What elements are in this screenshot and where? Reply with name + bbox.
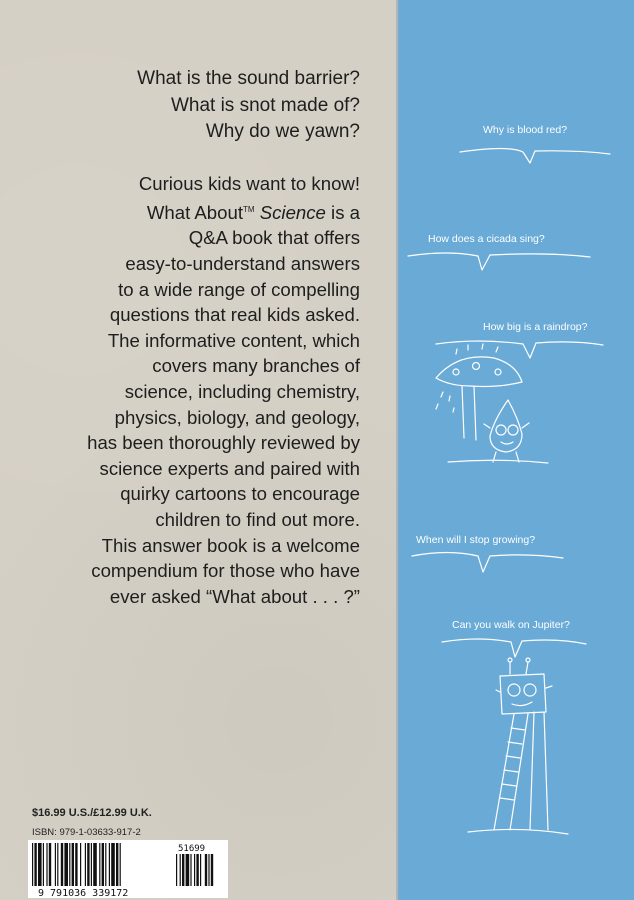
barcode-bar	[91, 843, 92, 886]
barcode-bar	[38, 843, 42, 886]
barcode-bar	[46, 843, 47, 886]
barcode-addon-bar	[186, 854, 190, 886]
blurb-line: children to find out more.	[155, 508, 360, 530]
barcode-bar	[80, 843, 81, 886]
barcode-bar	[87, 843, 89, 886]
isbn-barcode	[28, 840, 228, 898]
teaser-question-1: What is the sound barrier?	[137, 68, 360, 89]
barcode-bar	[120, 843, 121, 886]
barcode-addon-bar	[182, 854, 184, 886]
barcode-bar	[93, 843, 97, 886]
barcode-addon-bar	[208, 854, 209, 886]
barcode-bar	[69, 843, 70, 886]
blurb-line: This answer book is a welcome	[101, 534, 360, 556]
series-name: What About	[146, 201, 243, 223]
barcode-addon-bar	[205, 854, 207, 886]
blurb-line: covers many branches of	[152, 355, 360, 377]
blurb-line: Q&A book that offers	[188, 227, 360, 249]
blurb-line: The informative content, which	[107, 329, 360, 351]
isbn-label: ISBN: 979-1-03633-917-2	[32, 827, 141, 838]
price-label: $16.99 U.S./£12.99 U.K.	[32, 807, 152, 819]
barcode-bar	[109, 843, 110, 886]
barcode-bar	[116, 843, 118, 886]
book-blurb	[20, 171, 360, 609]
barcode-bar	[111, 843, 115, 886]
barcode-bar	[49, 843, 51, 886]
barcode-graphic	[28, 840, 228, 898]
barcode-bar	[64, 843, 68, 886]
barcode-addon-bar	[211, 854, 213, 886]
teaser-questions	[137, 66, 360, 146]
barcode-digits: 9 791036 339172	[38, 888, 129, 898]
blurb-line: easy-to-understand answers	[125, 252, 360, 274]
spine-divider	[396, 0, 399, 900]
barcode-addon-bar	[180, 854, 181, 886]
barcode-bar	[61, 843, 63, 886]
barcode-addon-bar	[194, 854, 195, 886]
barcode-bar	[55, 843, 56, 886]
barcode-bar	[75, 843, 77, 886]
blurb-line: ever asked “What about . . . ?”	[109, 585, 360, 607]
blurb-line: quirky cartoons to encourage	[120, 483, 360, 505]
bubble-question-4: When will I stop growing?	[416, 534, 536, 546]
bubble-question-1: Why is blood red?	[483, 124, 568, 136]
barcode-bar	[43, 843, 44, 886]
blurb-title-line	[20, 197, 360, 226]
barcode-bar	[72, 843, 74, 886]
barcode-addon-bar	[200, 854, 201, 886]
blurb-line: Curious kids want to know!	[138, 173, 360, 194]
bubble-question-2: How does a cicada sing?	[428, 233, 545, 245]
blurb-line: physics, biology, and geology,	[114, 406, 360, 428]
barcode-bar	[99, 843, 100, 886]
teaser-question-2: What is snot made of?	[170, 94, 360, 116]
trademark-mark: TM	[243, 204, 255, 214]
blurb-line: to a wide range of compelling	[118, 278, 360, 300]
barcode-bar	[32, 843, 33, 886]
barcode-addon-bar	[190, 854, 191, 886]
blurb-line: compendium for those who have	[91, 560, 360, 582]
blurb-line: science experts and paired with	[99, 457, 360, 479]
barcode-bar	[57, 843, 58, 886]
barcode-addon-digits: 51699	[178, 844, 206, 854]
barcode-addon-bar	[176, 854, 177, 886]
blurb-line: has been thoroughly reviewed by	[87, 432, 360, 454]
barcode-bar	[34, 843, 36, 886]
barcode-bar	[102, 843, 104, 886]
blurb-line: science, including chemistry,	[124, 380, 360, 402]
bubble-question-5: Can you walk on Jupiter?	[452, 619, 570, 631]
barcode-bar	[105, 843, 106, 886]
blurb-title-suffix: is a	[325, 201, 360, 223]
barcode-addon-bar	[196, 854, 198, 886]
blurb-line: questions that real kids asked.	[109, 304, 360, 326]
bubble-question-3: How big is a raindrop?	[483, 321, 588, 333]
series-subject: Science	[259, 201, 326, 223]
teaser-question-3: Why do we yawn?	[205, 121, 360, 142]
barcode-bar	[85, 843, 86, 886]
